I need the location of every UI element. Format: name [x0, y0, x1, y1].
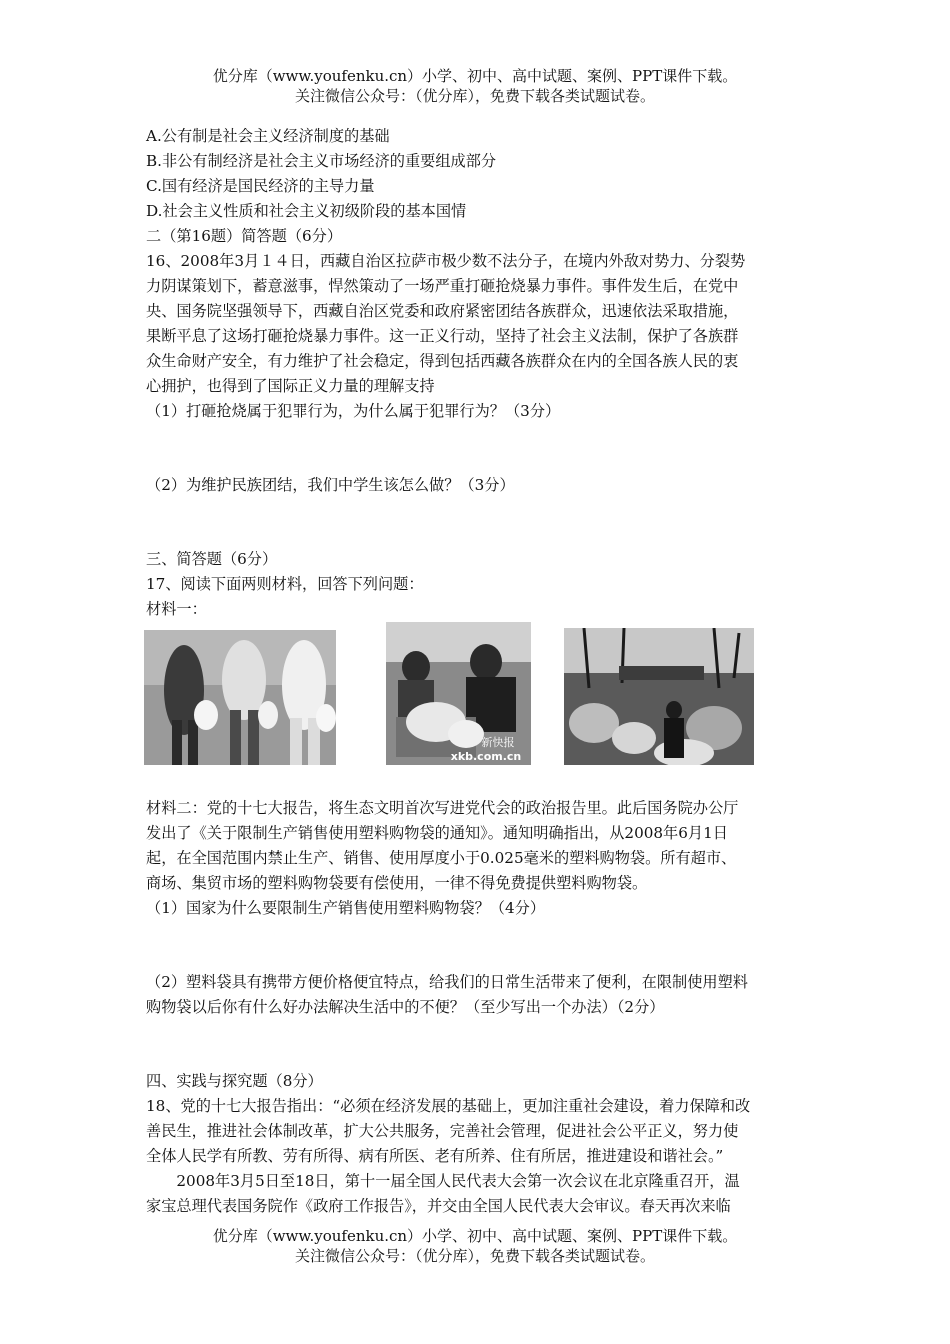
watermark-top: 新快报	[481, 736, 515, 749]
photo-plastic-waste-trees	[564, 628, 754, 765]
option-d: D.社会主义性质和社会主义初级阶段的基本国情	[146, 202, 467, 220]
q18-line: 18、党的十七大报告指出：“必须在经济发展的基础上，更加注重社会建设，着力保障和改	[146, 1097, 751, 1115]
q17-sub1: （1）国家为什么要限制生产销售使用塑料购物袋？（4分）	[146, 899, 546, 917]
q18-line: 全体人民学有所教、劳有所得、病有所医、老有所养、住有所居，推进建设和谐社会。”	[146, 1147, 724, 1165]
q16-sub2: （2）为维护民族团结，我们中学生该怎么做？（3分）	[146, 476, 515, 494]
footer-line-1: 优分库（www.youfenku.cn）小学、初中、高中试题、案例、PPT课件下载。	[212, 1227, 738, 1245]
q18-line: 2008年3月5日至18日，第十一届全国人民代表大会第一次会议在北京隆重召开，温	[146, 1172, 740, 1190]
material2-line: 起，在全国范围内禁止生产、销售、使用厚度小于0.025毫米的塑料购物袋。所有超市、	[146, 849, 737, 867]
q17-sub2-line: 购物袋以后你有什么好办法解决生活中的不便？（至少写出一个办法）（2分）	[146, 998, 665, 1016]
header-line-2: 关注微信公众号：（优分库），免费下载各类试题试卷。	[294, 87, 655, 105]
material2-line: 发出了《关于限制生产销售使用塑料购物袋的通知》。通知明确指出，从2008年6月1日	[146, 824, 728, 842]
q16-line: 果断平息了这场打砸抢烧暴力事件。这一正义行动，坚持了社会主义法制，保护了各族群	[146, 327, 739, 345]
q16-line: 16、2008年3月１４日，西藏自治区拉萨市极少数不法分子，在境内外敌对势力、分裂势	[146, 252, 746, 270]
watermark-bottom: xkb.com.cn	[450, 750, 522, 763]
material1-label: 材料一：	[146, 600, 207, 618]
material2-line: 材料二：党的十七大报告，将生态文明首次写进党代会的政治报告里。此后国务院办公厅	[146, 799, 739, 817]
photo-shoppers-with-bags	[144, 630, 336, 765]
q16-line: 力阴谋策划下，蓄意滋事，悍然策动了一场严重打砸抢烧暴力事件。事件发生后，在党中	[146, 277, 739, 295]
option-c: C.国有经济是国民经济的主导力量	[146, 177, 375, 195]
q16-sub1: （1）打砸抢烧属于犯罪行为，为什么属于犯罪行为？（3分）	[146, 402, 561, 420]
section3-title: 三、简答题（6分）	[146, 550, 278, 568]
q16-line: 央、国务院坚强领导下，西藏自治区党委和政府紧密团结各族群众，迅速依法采取措施，	[146, 302, 739, 320]
footer-line-2: 关注微信公众号：（优分库），免费下载各类试题试卷。	[294, 1247, 655, 1265]
q16-line: 心拥护，也得到了国际正义力量的理解支持	[146, 377, 435, 395]
q17-sub2-line: （2）塑料袋具有携带方便价格便宜特点，给我们的日常生活带来了便利，在限制使用塑料	[146, 973, 748, 991]
q16-line: 众生命财产安全，有力维护了社会稳定，得到包括西藏各族群众在内的全国各族人民的衷	[146, 352, 739, 370]
section4-title: 四、实践与探究题（8分）	[146, 1072, 323, 1090]
q17-prompt: 17、阅读下面两则材料，回答下列问题：	[146, 575, 424, 593]
material2-line: 商场、集贸市场的塑料购物袋要有偿使用，一律不得免费提供塑料购物袋。	[146, 874, 648, 892]
photo-supermarket-checkout	[386, 622, 531, 765]
header-line-1: 优分库（www.youfenku.cn）小学、初中、高中试题、案例、PPT课件下载。	[212, 67, 738, 85]
section2-title: 二（第16题）简答题（6分）	[146, 227, 343, 245]
option-a: A.公有制是社会主义经济制度的基础	[146, 127, 390, 145]
option-b: B.非公有制经济是社会主义市场经济的重要组成部分	[146, 152, 497, 170]
q18-line: 善民生，推进社会体制改革，扩大公共服务，完善社会管理，促进社会公平正义，努力使	[146, 1122, 739, 1140]
q18-line: 家宝总理代表国务院作《政府工作报告》，并交由全国人民代表大会审议。春天再次来临	[146, 1197, 731, 1215]
